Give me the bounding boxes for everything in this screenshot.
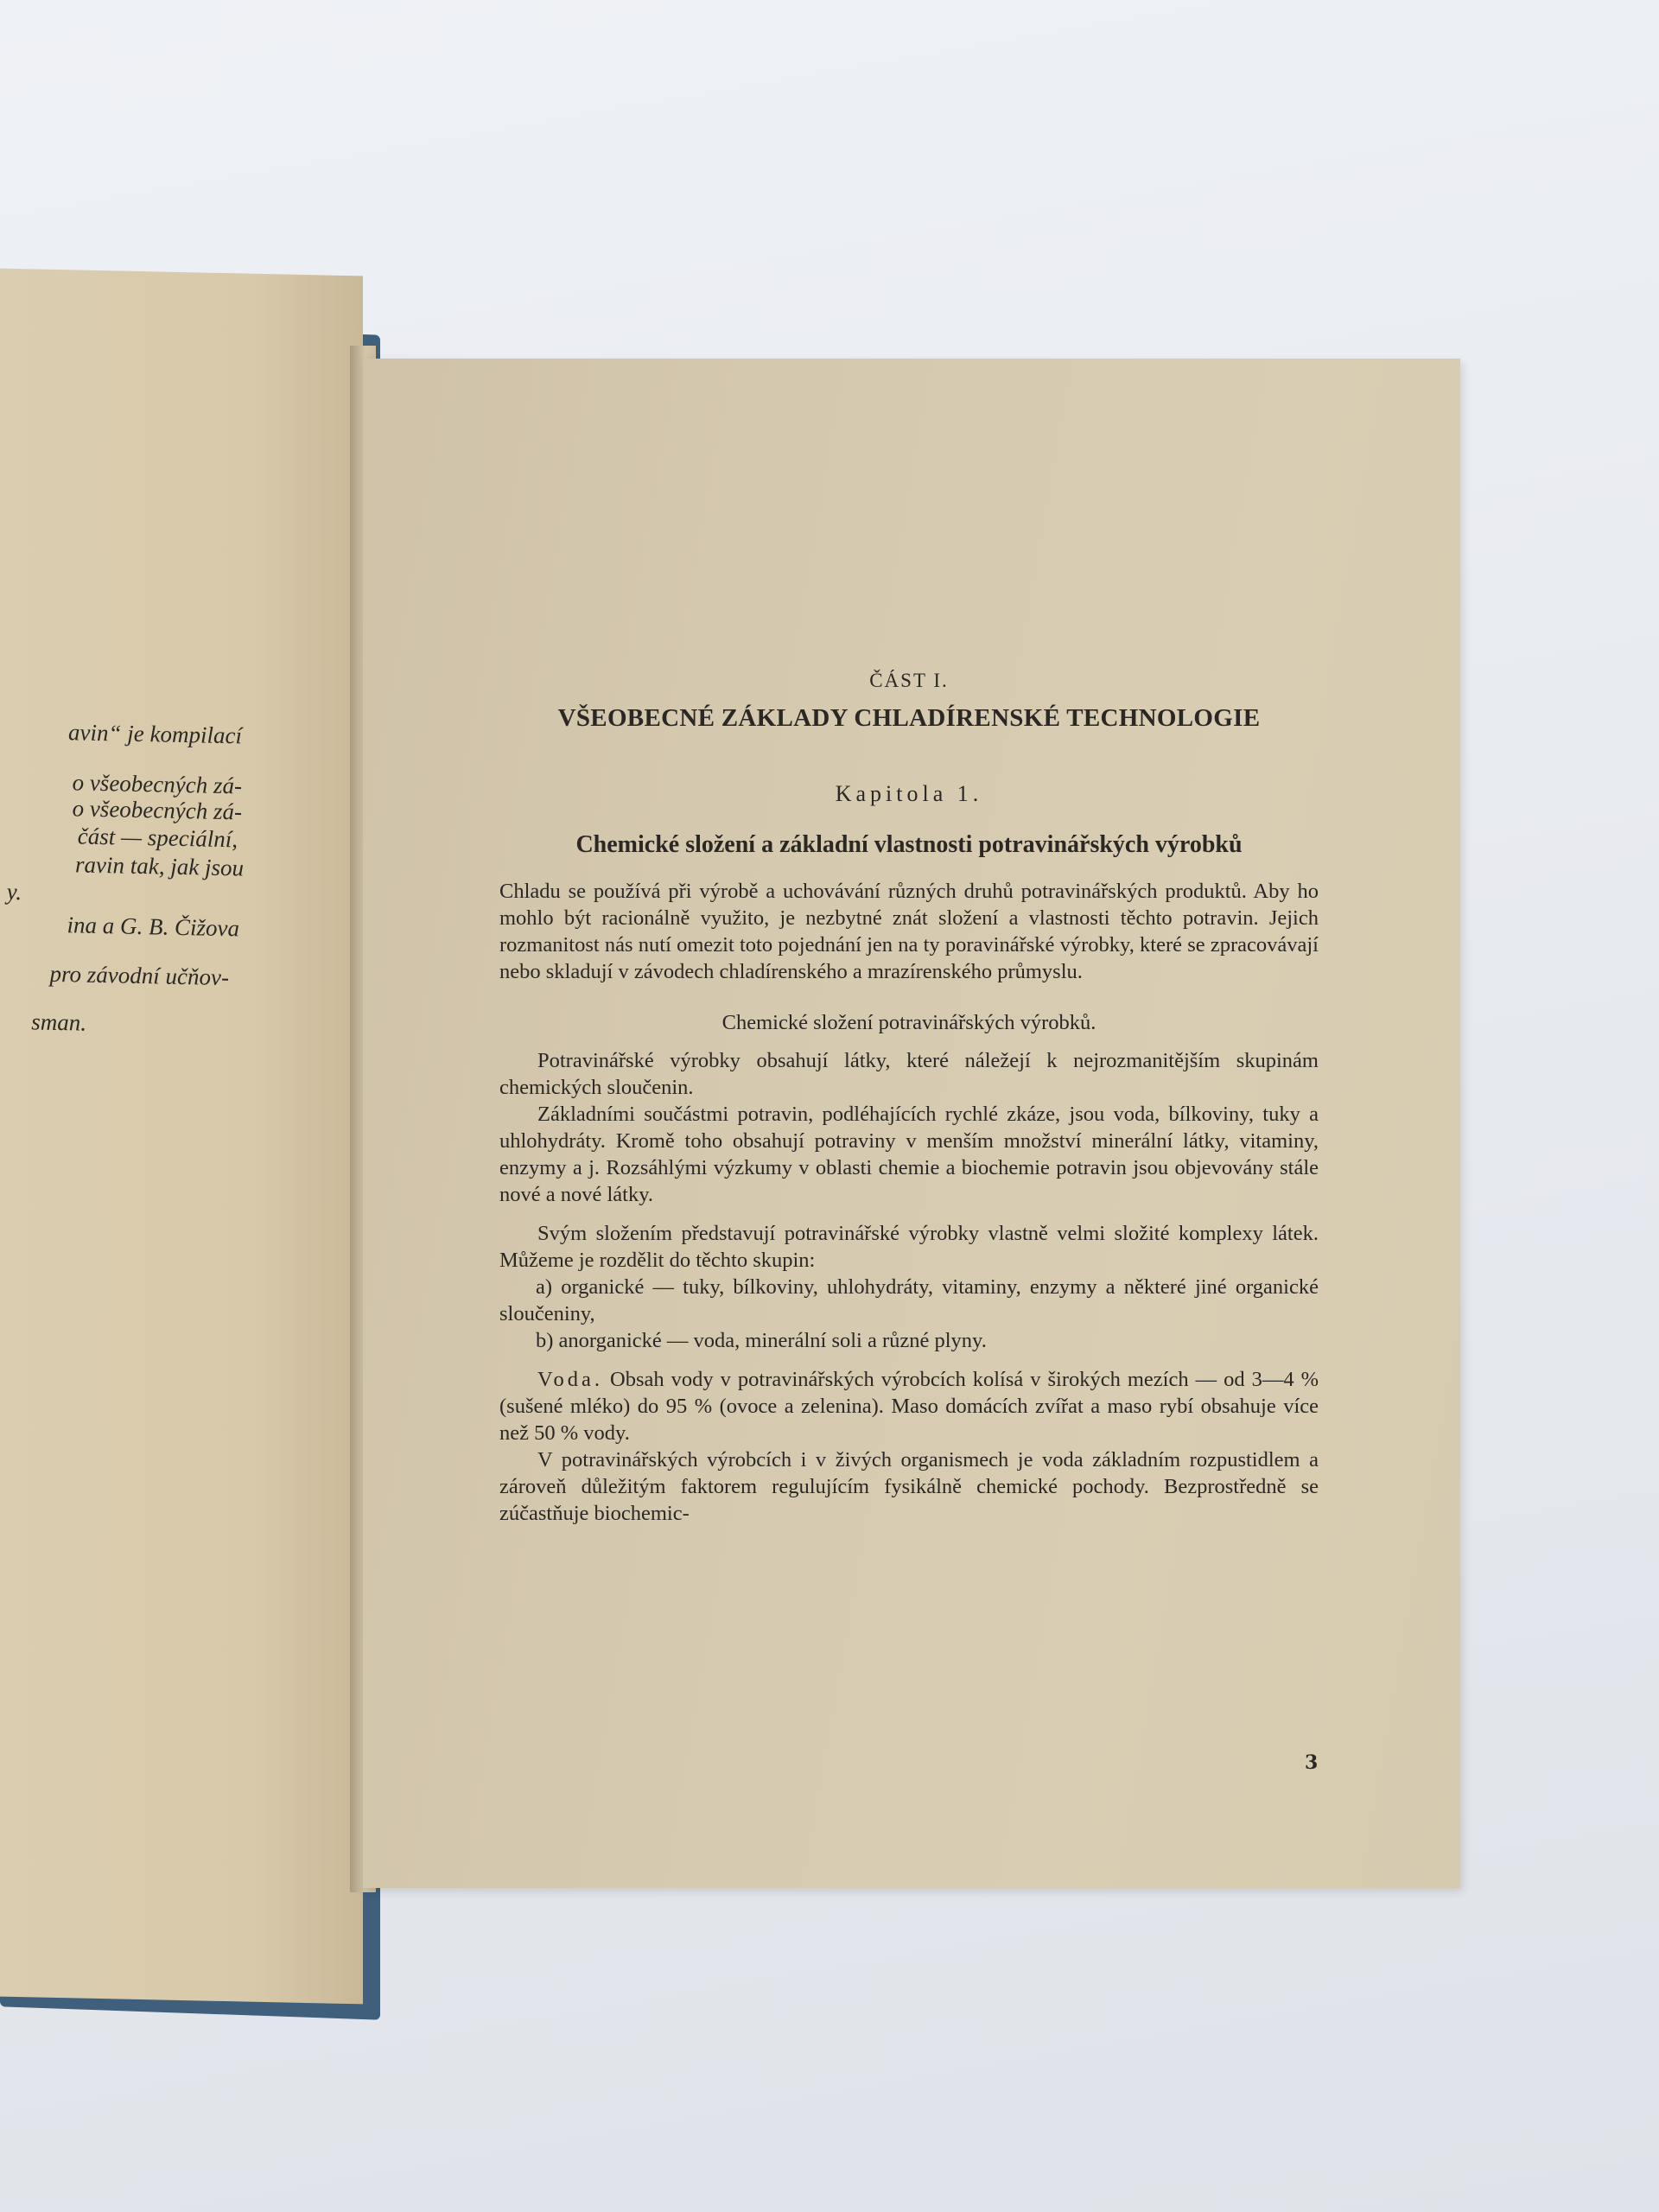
body-paragraph: Potravinářské výrobky obsahují látky, které náležejí k nejrozmanitějším skupinám chemických sloučenin.: [499, 1049, 1319, 1099]
right-page: [363, 359, 1460, 1888]
left-page-line: pro závodní učňov-: [49, 960, 229, 991]
left-page-line: ina a G. B. Čižova: [67, 912, 239, 942]
left-page-line: sman.: [31, 1008, 86, 1036]
water-term: Voda.: [537, 1368, 604, 1391]
chapter-label: Kapitola 1.: [835, 781, 983, 806]
page-number: 3: [1305, 1751, 1319, 1774]
list-item: b) anorganické — voda, minerální soli a různé plyny.: [536, 1329, 987, 1352]
left-page-line: o všeobecných zá-: [72, 769, 242, 799]
left-page-line: y.: [6, 878, 22, 906]
body-paragraph: Svým složením představují potravinářské výrobky vlastně velmi složité komplexy látek. Můžeme je rozdělit do těchto skupin:: [499, 1222, 1319, 1272]
intro-paragraph: Chladu se používá při výrobě a uchovávání různých druhů potravinářských produktů. Aby ho mohlo být racionálně využito, je nezbytné znát složení a vlastnosti těchto potravin. Jejich rozmanitost nás nutí omezit toto pojednání jen na ty poravinářské výrobky, které se zpracovávají nebo skladují v závodech chladírenského a mrazírenského průmyslu.: [499, 880, 1319, 983]
left-page-line: ravin tak, jak jsou: [75, 851, 244, 881]
body-paragraph: [499, 1366, 1319, 1446]
left-page: [0, 269, 363, 2005]
part-title: VŠEOBECNÉ ZÁKLADY CHLADÍRENSKÉ TECHNOLOGIE: [557, 704, 1261, 732]
list-item: a) organické — tuky, bílkoviny, uhlohydráty, vitaminy, enzymy a některé jiné organické sloučeniny,: [499, 1275, 1319, 1325]
body-paragraph: V potravinářských výrobcích i v živých organismech je voda základním rozpustidlem a zároveň důležitým faktorem regulujícím fysikálně chemické pochody. Bezprostředně se zúčastňuje biochemic-: [499, 1448, 1319, 1525]
part-label: ČÁST I.: [869, 670, 949, 691]
section-heading: Chemické složení potravinářských výrobků.: [721, 1011, 1096, 1034]
left-page-line: avin“ je kompilací: [68, 719, 242, 749]
page-content: [499, 670, 1319, 1527]
left-page-line: část — speciální,: [77, 823, 238, 853]
body-paragraph: Základními součástmi potravin, podléhajících rychlé zkáze, jsou voda, bílkoviny, tuky a uhlohydráty. Kromě toho obsahují potraviny v menším množství minerální látky, vitaminy, enzymy a j. Rozsáhlými výzkumy v oblasti chemie a biochemie potravin jsou objevovány stále nové a nové látky.: [499, 1103, 1319, 1206]
chapter-title: Chemické složení a základní vlastnosti potravinářských výrobků: [575, 831, 1243, 858]
left-page-line: o všeobecných zá-: [72, 795, 242, 825]
water-paragraph-text: Obsah vody v potravinářských výrobcích kolísá v širokých mezích — od 3—4 % (sušené mléko) do 95 % (ovoce a zelenina). Maso domácích zvířat a maso rybí obsahuje více než 50 % vody.: [499, 1368, 1319, 1445]
